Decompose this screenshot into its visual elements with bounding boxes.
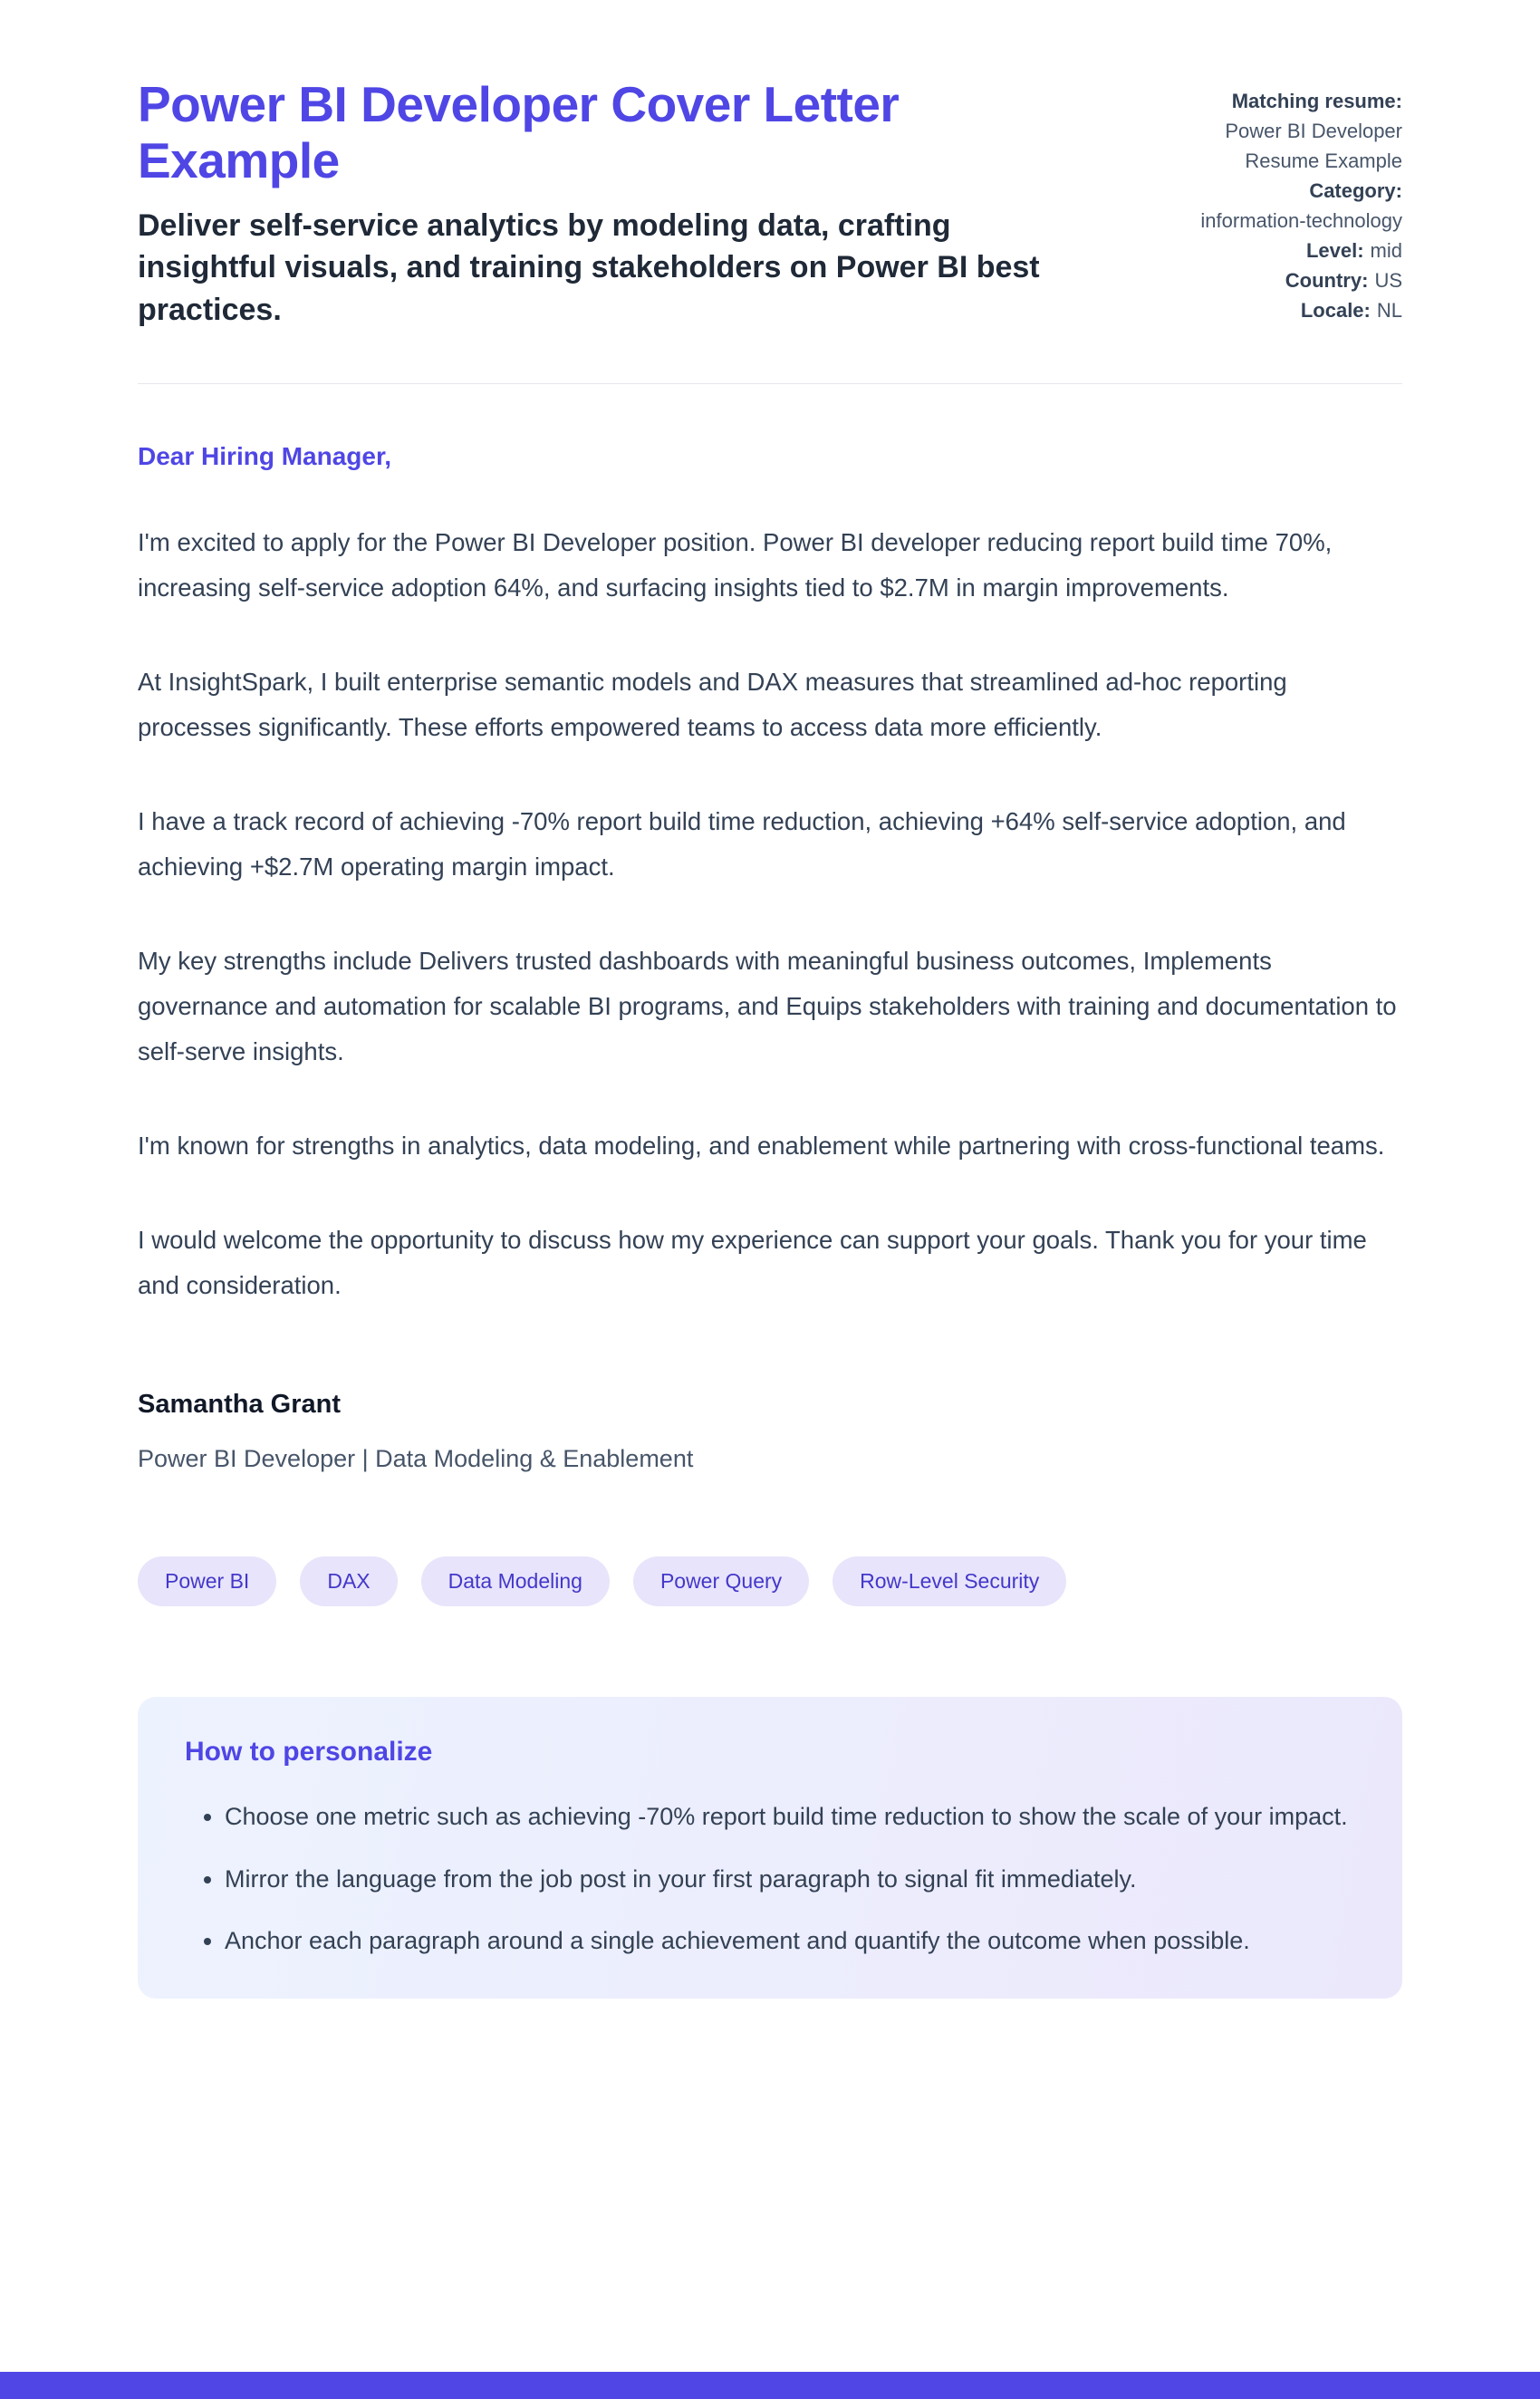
meta-value: information-technology [1200,209,1402,232]
letter-paragraph: My key strengths include Delivers trusted dashboards with meaningful business outcomes, Implements governance and automation for scalable BI programs, and Equips stakeholders with training and documentation to self-serve insights. [138,947,1397,1066]
signature-name: Samantha Grant [138,1390,341,1420]
meta-value: US [1374,269,1402,292]
letter-paragraph: At InsightSpark, I built enterprise semantic models and DAX measures that streamlined ad-hoc reporting processes significantly. These efforts empowered teams to access data more efficiently. [138,667,1287,742]
letter-body [138,442,1402,1999]
meta-label: Locale: [1300,299,1371,322]
header [138,77,1402,384]
letter-paragraph: I would welcome the opportunity to discuss how my experience can support your goals. Thank you for your time and consideration. [138,1226,1367,1300]
tag-dax[interactable]: DAX [300,1556,397,1606]
letter-paragraph: I'm excited to apply for the Power BI Developer position. Power BI developer reducing report build time 70%, increasing self-service adoption 64%, and surfacing insights tied to $2.7M in margin improvements. [138,527,1333,602]
tag-row-level-security[interactable]: Row-Level Security [833,1556,1066,1606]
meta-value: Power BI Developer Resume Example [1225,120,1402,172]
signature-title: Power BI Developer | Data Modeling & Enablement [138,1445,694,1473]
meta-item-locale [1169,295,1402,325]
meta-label: Category: [1309,179,1402,202]
tips-list [185,1795,1355,1961]
page-subtitle: Deliver self-service analytics by modeling data, crafting insightful visuals, and training stakeholders on Power BI best practices. [138,208,1040,327]
meta-value: mid [1370,239,1402,262]
tip-item: • Choose one metric such as achieving -70% report build time reduction to show the scale of your impact. [225,1795,1355,1838]
tip-item: • Anchor each paragraph around a single achievement and quantify the outcome when possible. [225,1919,1355,1962]
header-title-block [138,77,1089,331]
meta-item-matching-resume [1169,86,1402,176]
meta-item-category [1169,176,1402,236]
meta-item-level [1169,236,1402,265]
meta-panel [1169,77,1402,325]
letter-paragraph: I'm known for strengths in analytics, data modeling, and enablement while partnering with cross-functional teams. [138,1132,1385,1161]
tag-list [138,1556,1402,1606]
tip-item: • Mirror the language from the job post in your first paragraph to signal fit immediately. [225,1857,1355,1901]
letter-paragraph: I have a track record of achieving -70% report build time reduction, achieving +64% self-service adoption, and achieving +$2.7M operating margin impact. [138,807,1346,882]
meta-item-country [1169,265,1402,295]
how-to-personalize-box [138,1697,1402,1998]
tag-power-bi[interactable]: Power BI [138,1556,276,1606]
meta-value: NL [1376,299,1402,322]
meta-label: Matching resume: [1231,90,1402,112]
footer-accent-bar [0,2372,1540,2399]
tag-data-modeling[interactable]: Data Modeling [421,1556,610,1606]
meta-label: Country: [1285,269,1369,292]
page-title: Power BI Developer Cover Letter Example [138,76,900,188]
meta-label: Level: [1305,239,1364,262]
tag-power-query[interactable]: Power Query [633,1556,809,1606]
salutation: Dear Hiring Manager, [138,441,392,470]
tips-title: How to personalize [185,1737,433,1768]
